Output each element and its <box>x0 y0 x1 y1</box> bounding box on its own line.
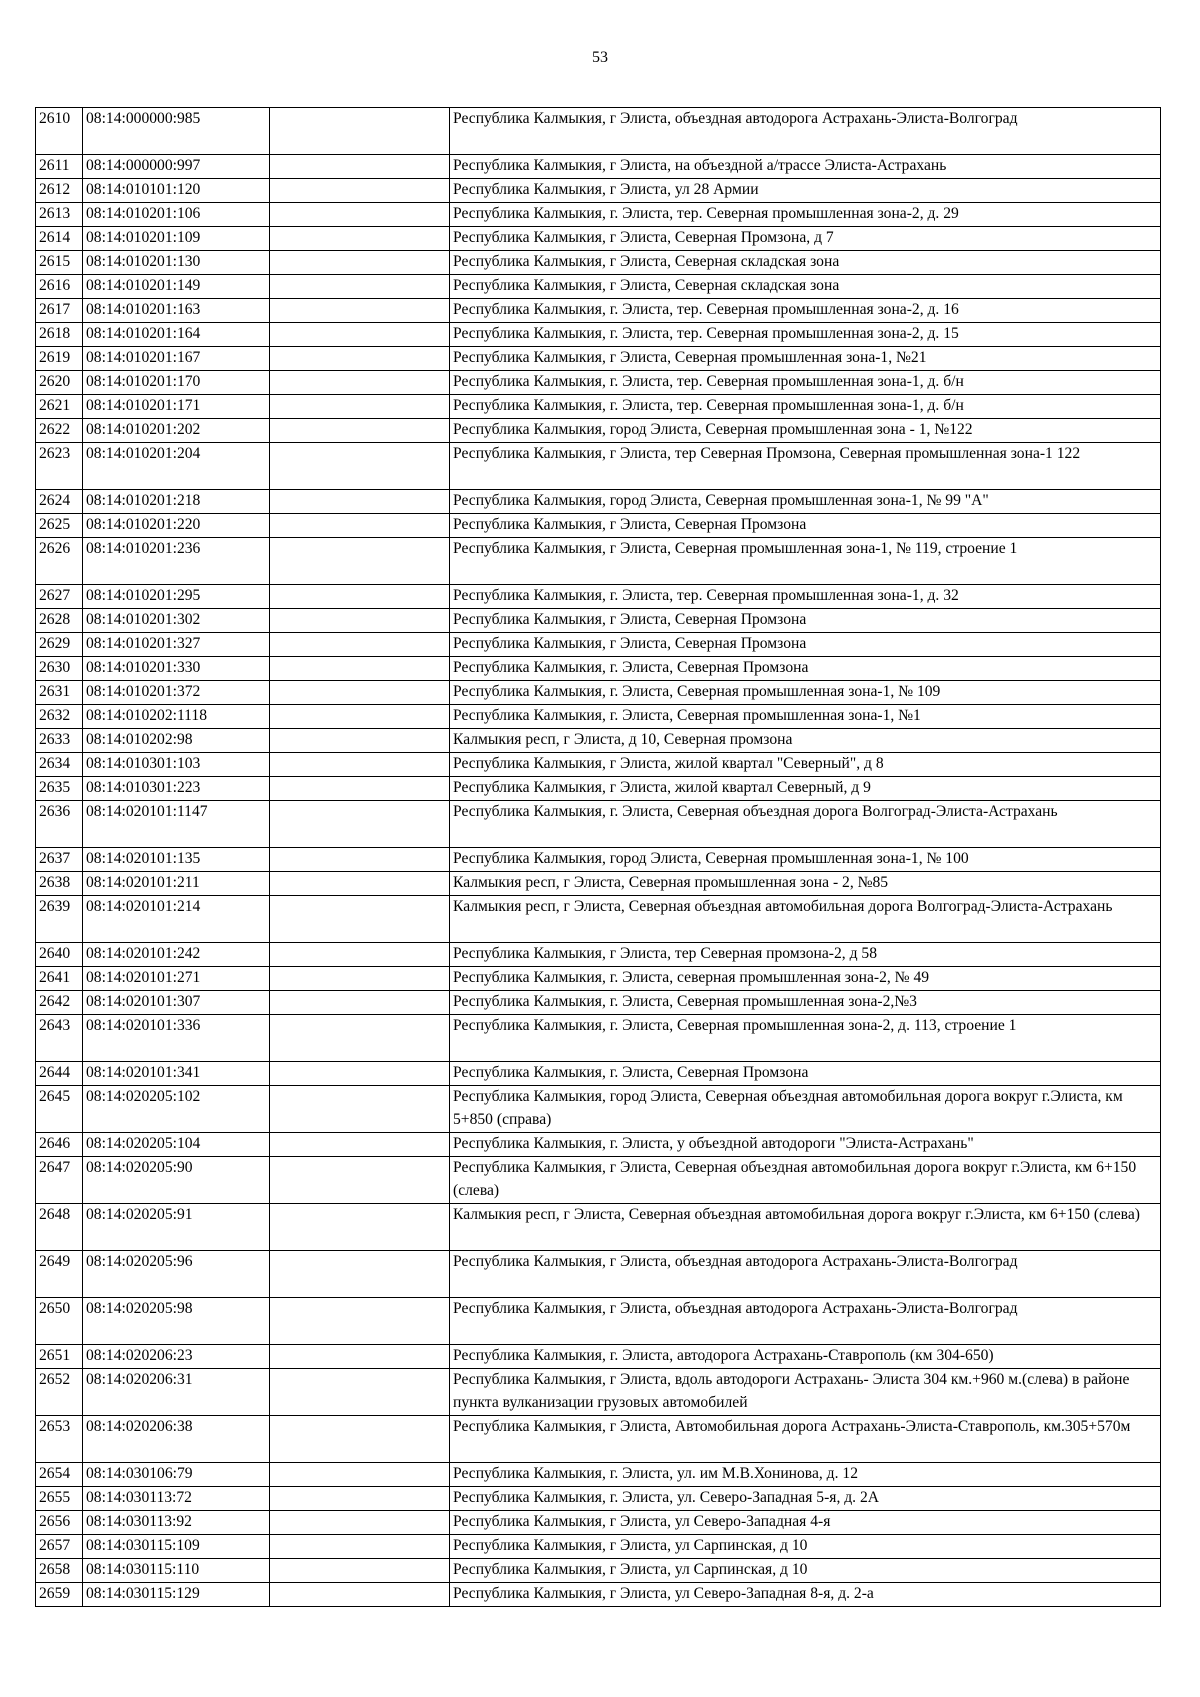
empty-cell <box>270 991 450 1015</box>
cadastral-number-cell: 08:14:030113:92 <box>83 1511 270 1535</box>
table-row <box>36 1583 1161 1607</box>
row-number-cell: 2642 <box>36 991 83 1015</box>
table-row <box>36 657 1161 681</box>
row-number-cell: 2630 <box>36 657 83 681</box>
row-number-cell: 2651 <box>36 1345 83 1369</box>
cadastral-number-cell: 08:14:010201:204 <box>83 443 270 490</box>
address-cell: Республика Калмыкия, г. Элиста, ул. им М.В.Хонинова, д. 12 <box>450 1463 1161 1487</box>
registry-table <box>35 107 1161 1607</box>
table-row <box>36 347 1161 371</box>
cadastral-number-cell: 08:14:020101:242 <box>83 943 270 967</box>
table-row <box>36 1416 1161 1463</box>
cadastral-number-cell: 08:14:020206:31 <box>83 1369 270 1416</box>
address-cell: Республика Калмыкия, г. Элиста, у объездной автодороги "Элиста-Астрахань" <box>450 1133 1161 1157</box>
cadastral-number-cell: 08:14:010201:220 <box>83 514 270 538</box>
cadastral-number-cell: 08:14:020205:104 <box>83 1133 270 1157</box>
table-row <box>36 419 1161 443</box>
row-number-cell: 2617 <box>36 299 83 323</box>
address-cell: Калмыкия респ, г Элиста, д 10, Северная промзона <box>450 729 1161 753</box>
row-number-cell: 2638 <box>36 872 83 896</box>
row-number-cell: 2622 <box>36 419 83 443</box>
empty-cell <box>270 705 450 729</box>
row-number-cell: 2636 <box>36 801 83 848</box>
cadastral-number-cell: 08:14:020205:98 <box>83 1298 270 1345</box>
address-cell: Республика Калмыкия, г. Элиста, тер. Северная промышленная зона-1, д. б/н <box>450 395 1161 419</box>
address-cell: Республика Калмыкия, г Элиста, жилой квартал Северный, д 9 <box>450 777 1161 801</box>
table-row <box>36 1345 1161 1369</box>
address-cell: Республика Калмыкия, город Элиста, Северная промышленная зона-1, № 100 <box>450 848 1161 872</box>
address-cell: Республика Калмыкия, г. Элиста, северная промышленная зона-2, № 49 <box>450 967 1161 991</box>
address-cell: Республика Калмыкия, г. Элиста, тер. Северная промышленная зона-1, д. 32 <box>450 585 1161 609</box>
cadastral-number-cell: 08:14:030115:109 <box>83 1535 270 1559</box>
table-row <box>36 155 1161 179</box>
address-cell: Республика Калмыкия, г Элиста, тер Северная промзона-2, д 58 <box>450 943 1161 967</box>
empty-cell <box>270 872 450 896</box>
address-cell: Республика Калмыкия, г. Элиста, тер. Северная промышленная зона-2, д. 16 <box>450 299 1161 323</box>
cadastral-number-cell: 08:14:030113:72 <box>83 1487 270 1511</box>
table-row <box>36 1463 1161 1487</box>
row-number-cell: 2620 <box>36 371 83 395</box>
empty-cell <box>270 251 450 275</box>
row-number-cell: 2625 <box>36 514 83 538</box>
table-row <box>36 371 1161 395</box>
cadastral-number-cell: 08:14:010201:167 <box>83 347 270 371</box>
empty-cell <box>270 275 450 299</box>
empty-cell <box>270 490 450 514</box>
address-cell: Республика Калмыкия, город Элиста, Северная объездная автомобильная дорога вокруг г.Элиста, км 5+850 (справа) <box>450 1086 1161 1133</box>
address-cell: Республика Калмыкия, г Элиста, Северная Промзона <box>450 633 1161 657</box>
cadastral-number-cell: 08:14:010202:1118 <box>83 705 270 729</box>
address-cell: Республика Калмыкия, г Элиста, объездная автодорога Астрахань-Элиста-Волгоград <box>450 108 1161 155</box>
address-cell: Республика Калмыкия, г. Элиста, Северная промышленная зона-1, № 109 <box>450 681 1161 705</box>
empty-cell <box>270 1298 450 1345</box>
row-number-cell: 2643 <box>36 1015 83 1062</box>
row-number-cell: 2658 <box>36 1559 83 1583</box>
row-number-cell: 2646 <box>36 1133 83 1157</box>
table-row <box>36 1133 1161 1157</box>
row-number-cell: 2613 <box>36 203 83 227</box>
cadastral-number-cell: 08:14:030115:129 <box>83 1583 270 1607</box>
row-number-cell: 2650 <box>36 1298 83 1345</box>
address-cell: Республика Калмыкия, г Элиста, жилой квартал "Северный", д 8 <box>450 753 1161 777</box>
row-number-cell: 2654 <box>36 1463 83 1487</box>
empty-cell <box>270 1583 450 1607</box>
table-row <box>36 275 1161 299</box>
address-cell: Калмыкия респ, г Элиста, Северная объездная автомобильная дорога Волгоград-Элиста-Астрахань <box>450 896 1161 943</box>
empty-cell <box>270 1204 450 1251</box>
table-row <box>36 443 1161 490</box>
table-row <box>36 896 1161 943</box>
address-cell: Калмыкия респ, г Элиста, Северная промышленная зона - 2, №85 <box>450 872 1161 896</box>
empty-cell <box>270 538 450 585</box>
table-row <box>36 323 1161 347</box>
table-row <box>36 203 1161 227</box>
empty-cell <box>270 179 450 203</box>
row-number-cell: 2647 <box>36 1157 83 1204</box>
address-cell: Республика Калмыкия, город Элиста, Северная промышленная зона - 1, №122 <box>450 419 1161 443</box>
address-cell: Республика Калмыкия, г Элиста, Северная промышленная зона-1, № 119, строение 1 <box>450 538 1161 585</box>
table-row <box>36 585 1161 609</box>
empty-cell <box>270 777 450 801</box>
empty-cell <box>270 347 450 371</box>
empty-cell <box>270 609 450 633</box>
address-cell: Республика Калмыкия, г Элиста, ул Сарпинская, д 10 <box>450 1535 1161 1559</box>
cadastral-number-cell: 08:14:020101:307 <box>83 991 270 1015</box>
row-number-cell: 2637 <box>36 848 83 872</box>
cadastral-number-cell: 08:14:010201:295 <box>83 585 270 609</box>
cadastral-number-cell: 08:14:020101:336 <box>83 1015 270 1062</box>
empty-cell <box>270 753 450 777</box>
row-number-cell: 2633 <box>36 729 83 753</box>
table-row <box>36 1157 1161 1204</box>
table-row <box>36 1251 1161 1298</box>
page-number: 53 <box>592 49 608 66</box>
cadastral-number-cell: 08:14:000000:997 <box>83 155 270 179</box>
address-cell: Республика Калмыкия, г. Элиста, тер. Северная промышленная зона-2, д. 15 <box>450 323 1161 347</box>
empty-cell <box>270 108 450 155</box>
cadastral-number-cell: 08:14:010201:109 <box>83 227 270 251</box>
row-number-cell: 2629 <box>36 633 83 657</box>
table-row <box>36 1015 1161 1062</box>
empty-cell <box>270 227 450 251</box>
empty-cell <box>270 371 450 395</box>
empty-cell <box>270 419 450 443</box>
table-row <box>36 1535 1161 1559</box>
empty-cell <box>270 1535 450 1559</box>
table-row <box>36 108 1161 155</box>
cadastral-number-cell: 08:14:020101:135 <box>83 848 270 872</box>
row-number-cell: 2632 <box>36 705 83 729</box>
cadastral-number-cell: 08:14:030115:110 <box>83 1559 270 1583</box>
table-row <box>36 705 1161 729</box>
empty-cell <box>270 1251 450 1298</box>
address-cell: Республика Калмыкия, г Элиста, объездная автодорога Астрахань-Элиста-Волгоград <box>450 1251 1161 1298</box>
row-number-cell: 2626 <box>36 538 83 585</box>
row-number-cell: 2641 <box>36 967 83 991</box>
empty-cell <box>270 801 450 848</box>
cadastral-number-cell: 08:14:020101:271 <box>83 967 270 991</box>
empty-cell <box>270 395 450 419</box>
row-number-cell: 2634 <box>36 753 83 777</box>
row-number-cell: 2652 <box>36 1369 83 1416</box>
row-number-cell: 2611 <box>36 155 83 179</box>
empty-cell <box>270 1416 450 1463</box>
cadastral-number-cell: 08:14:010201:171 <box>83 395 270 419</box>
address-cell: Республика Калмыкия, г Элиста, Северная складская зона <box>450 251 1161 275</box>
row-number-cell: 2655 <box>36 1487 83 1511</box>
cadastral-number-cell: 08:14:020205:91 <box>83 1204 270 1251</box>
table-row <box>36 227 1161 251</box>
address-cell: Республика Калмыкия, г Элиста, на объездной а/трассе Элиста-Астрахань <box>450 155 1161 179</box>
row-number-cell: 2619 <box>36 347 83 371</box>
empty-cell <box>270 681 450 705</box>
cadastral-number-cell: 08:14:010201:170 <box>83 371 270 395</box>
empty-cell <box>270 514 450 538</box>
table-row <box>36 1204 1161 1251</box>
empty-cell <box>270 657 450 681</box>
table-row <box>36 1511 1161 1535</box>
table-row <box>36 729 1161 753</box>
cadastral-number-cell: 08:14:010201:106 <box>83 203 270 227</box>
cadastral-number-cell: 08:14:010201:202 <box>83 419 270 443</box>
row-number-cell: 2635 <box>36 777 83 801</box>
cadastral-number-cell: 08:14:020101:214 <box>83 896 270 943</box>
address-cell: Республика Калмыкия, г Элиста, объездная автодорога Астрахань-Элиста-Волгоград <box>450 1298 1161 1345</box>
cadastral-number-cell: 08:14:010301:223 <box>83 777 270 801</box>
empty-cell <box>270 848 450 872</box>
empty-cell <box>270 1086 450 1133</box>
address-cell: Республика Калмыкия, г Элиста, Северная Промзона <box>450 514 1161 538</box>
row-number-cell: 2610 <box>36 108 83 155</box>
cadastral-number-cell: 08:14:020205:96 <box>83 1251 270 1298</box>
empty-cell <box>270 1015 450 1062</box>
table-row <box>36 490 1161 514</box>
table-row <box>36 299 1161 323</box>
address-cell: Республика Калмыкия, город Элиста, Северная промышленная зона-1, № 99 "А" <box>450 490 1161 514</box>
address-cell: Республика Калмыкия, г. Элиста, Северная промышленная зона-2, д. 113, строение 1 <box>450 1015 1161 1062</box>
table-row <box>36 633 1161 657</box>
table-row <box>36 609 1161 633</box>
table-row <box>36 777 1161 801</box>
cadastral-number-cell: 08:14:010201:327 <box>83 633 270 657</box>
table-row <box>36 1369 1161 1416</box>
table-row <box>36 395 1161 419</box>
address-cell: Республика Калмыкия, г. Элиста, Северная промышленная зона-2,№3 <box>450 991 1161 1015</box>
address-cell: Республика Калмыкия, г. Элиста, тер. Северная промышленная зона-1, д. б/н <box>450 371 1161 395</box>
cadastral-number-cell: 08:14:020101:1147 <box>83 801 270 848</box>
address-cell: Республика Калмыкия, г Элиста, ул Сарпинская, д 10 <box>450 1559 1161 1583</box>
table-row <box>36 872 1161 896</box>
row-number-cell: 2616 <box>36 275 83 299</box>
cadastral-number-cell: 08:14:020205:90 <box>83 1157 270 1204</box>
empty-cell <box>270 896 450 943</box>
table-row <box>36 538 1161 585</box>
cadastral-number-cell: 08:14:030106:79 <box>83 1463 270 1487</box>
empty-cell <box>270 323 450 347</box>
cadastral-number-cell: 08:14:020101:341 <box>83 1062 270 1086</box>
empty-cell <box>270 1133 450 1157</box>
address-cell: Республика Калмыкия, г Элиста, Северная Промзона, д 7 <box>450 227 1161 251</box>
row-number-cell: 2648 <box>36 1204 83 1251</box>
row-number-cell: 2653 <box>36 1416 83 1463</box>
address-cell: Республика Калмыкия, г. Элиста, автодорога Астрахань-Ставрополь (км 304-650) <box>450 1345 1161 1369</box>
empty-cell <box>270 1487 450 1511</box>
empty-cell <box>270 633 450 657</box>
cadastral-number-cell: 08:14:010202:98 <box>83 729 270 753</box>
row-number-cell: 2631 <box>36 681 83 705</box>
table-row <box>36 1086 1161 1133</box>
row-number-cell: 2623 <box>36 443 83 490</box>
address-cell: Республика Калмыкия, г Элиста, Северная складская зона <box>450 275 1161 299</box>
empty-cell <box>270 585 450 609</box>
address-cell: Республика Калмыкия, г. Элиста, тер. Северная промышленная зона-2, д. 29 <box>450 203 1161 227</box>
cadastral-number-cell: 08:14:000000:985 <box>83 108 270 155</box>
cadastral-number-cell: 08:14:010201:218 <box>83 490 270 514</box>
row-number-cell: 2645 <box>36 1086 83 1133</box>
empty-cell <box>270 1463 450 1487</box>
empty-cell <box>270 443 450 490</box>
row-number-cell: 2614 <box>36 227 83 251</box>
table-row <box>36 251 1161 275</box>
table-row <box>36 991 1161 1015</box>
cadastral-number-cell: 08:14:020206:38 <box>83 1416 270 1463</box>
address-cell: Республика Калмыкия, г. Элиста, Северная промышленная зона-1, №1 <box>450 705 1161 729</box>
empty-cell <box>270 967 450 991</box>
row-number-cell: 2624 <box>36 490 83 514</box>
row-number-cell: 2644 <box>36 1062 83 1086</box>
table-row <box>36 967 1161 991</box>
address-cell: Калмыкия респ, г Элиста, Северная объездная автомобильная дорога вокруг г.Элиста, км 6+150 (слева) <box>450 1204 1161 1251</box>
address-cell: Республика Калмыкия, г Элиста, вдоль автодороги Астрахань- Элиста 304 км.+960 м.(слева) в районе пункта вулканизации грузовых автомобилей <box>450 1369 1161 1416</box>
empty-cell <box>270 1062 450 1086</box>
table-row <box>36 1559 1161 1583</box>
empty-cell <box>270 1511 450 1535</box>
cadastral-number-cell: 08:14:020101:211 <box>83 872 270 896</box>
registry-table-body <box>36 108 1161 1607</box>
address-cell: Республика Калмыкия, г. Элиста, Северная объездная дорога Волгоград-Элиста-Астрахань <box>450 801 1161 848</box>
address-cell: Республика Калмыкия, г. Элиста, Северная Промзона <box>450 1062 1161 1086</box>
table-row <box>36 1298 1161 1345</box>
cadastral-number-cell: 08:14:010301:103 <box>83 753 270 777</box>
cadastral-number-cell: 08:14:020205:102 <box>83 1086 270 1133</box>
table-row <box>36 848 1161 872</box>
table-row <box>36 179 1161 203</box>
empty-cell <box>270 1369 450 1416</box>
row-number-cell: 2618 <box>36 323 83 347</box>
table-row <box>36 753 1161 777</box>
row-number-cell: 2640 <box>36 943 83 967</box>
cadastral-number-cell: 08:14:010201:372 <box>83 681 270 705</box>
cadastral-number-cell: 08:14:010201:236 <box>83 538 270 585</box>
empty-cell <box>270 729 450 753</box>
empty-cell <box>270 1559 450 1583</box>
table-row <box>36 514 1161 538</box>
cadastral-number-cell: 08:14:010201:302 <box>83 609 270 633</box>
address-cell: Республика Калмыкия, г Элиста, ул 28 Армии <box>450 179 1161 203</box>
row-number-cell: 2656 <box>36 1511 83 1535</box>
address-cell: Республика Калмыкия, г. Элиста, ул. Северо-Западная 5-я, д. 2А <box>450 1487 1161 1511</box>
empty-cell <box>270 299 450 323</box>
table-row <box>36 943 1161 967</box>
cadastral-number-cell: 08:14:010101:120 <box>83 179 270 203</box>
cadastral-number-cell: 08:14:010201:130 <box>83 251 270 275</box>
address-cell: Республика Калмыкия, г Элиста, тер Северная Промзона, Северная промышленная зона-1 122 <box>450 443 1161 490</box>
table-row <box>36 681 1161 705</box>
empty-cell <box>270 1157 450 1204</box>
empty-cell <box>270 203 450 227</box>
address-cell: Республика Калмыкия, г Элиста, Северная промышленная зона-1, №21 <box>450 347 1161 371</box>
row-number-cell: 2649 <box>36 1251 83 1298</box>
table-row <box>36 801 1161 848</box>
cadastral-number-cell: 08:14:010201:330 <box>83 657 270 681</box>
address-cell: Республика Калмыкия, г Элиста, Северная объездная автомобильная дорога вокруг г.Элиста, км 6+150 (слева) <box>450 1157 1161 1204</box>
row-number-cell: 2657 <box>36 1535 83 1559</box>
row-number-cell: 2612 <box>36 179 83 203</box>
row-number-cell: 2621 <box>36 395 83 419</box>
cadastral-number-cell: 08:14:010201:149 <box>83 275 270 299</box>
cadastral-number-cell: 08:14:010201:163 <box>83 299 270 323</box>
row-number-cell: 2615 <box>36 251 83 275</box>
empty-cell <box>270 943 450 967</box>
row-number-cell: 2639 <box>36 896 83 943</box>
row-number-cell: 2659 <box>36 1583 83 1607</box>
address-cell: Республика Калмыкия, г Элиста, Автомобильная дорога Астрахань-Элиста-Ставрополь, км.305+570м <box>450 1416 1161 1463</box>
table-row <box>36 1487 1161 1511</box>
empty-cell <box>270 155 450 179</box>
address-cell: Республика Калмыкия, г. Элиста, Северная Промзона <box>450 657 1161 681</box>
table-row <box>36 1062 1161 1086</box>
row-number-cell: 2628 <box>36 609 83 633</box>
address-cell: Республика Калмыкия, г Элиста, ул Северо-Западная 8-я, д. 2-а <box>450 1583 1161 1607</box>
cadastral-number-cell: 08:14:020206:23 <box>83 1345 270 1369</box>
address-cell: Республика Калмыкия, г Элиста, ул Северо-Западная 4-я <box>450 1511 1161 1535</box>
address-cell: Республика Калмыкия, г Элиста, Северная Промзона <box>450 609 1161 633</box>
row-number-cell: 2627 <box>36 585 83 609</box>
empty-cell <box>270 1345 450 1369</box>
cadastral-number-cell: 08:14:010201:164 <box>83 323 270 347</box>
